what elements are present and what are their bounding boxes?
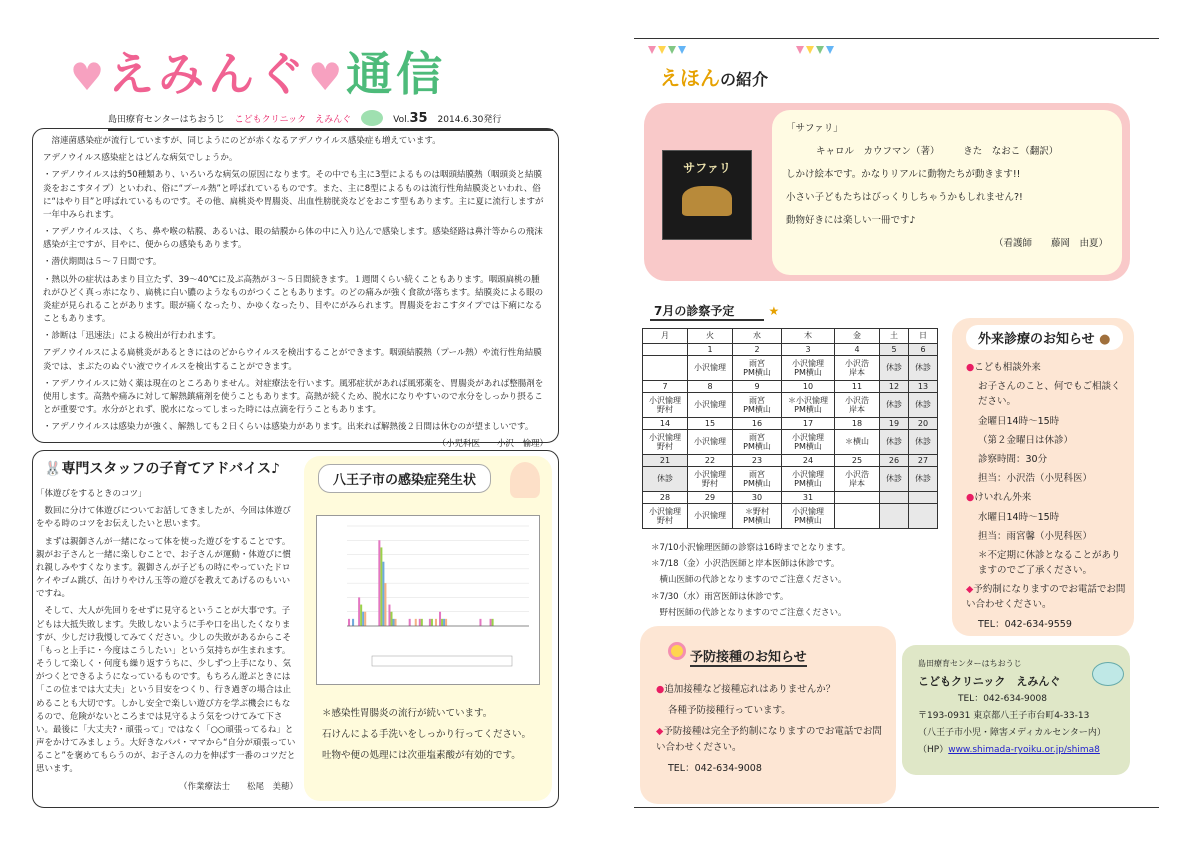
flower-icon xyxy=(668,642,686,660)
bunting-icon xyxy=(826,46,834,54)
calendar-date: 30 xyxy=(733,492,782,504)
calendar-date: 8 xyxy=(688,381,733,393)
info-text: 診察時間：30分 xyxy=(978,453,1048,465)
calendar-event: 休診 xyxy=(643,467,688,492)
calendar-event: 休診 xyxy=(880,467,909,492)
article-paragraph: ・アデノウイルスは、くち、鼻や喉の粘膜、あるいは、眼の結膜から体の中に入り込んで感染します。感染経路は鼻汁等からの飛沫感染が主ですが、目やに、便からの感染もあります。 xyxy=(43,227,543,251)
info-line xyxy=(966,433,1126,448)
infection-note: ＊感染性胃腸炎の流行が続いています。 xyxy=(322,708,493,719)
calendar-event: 小沢浩 岸本 xyxy=(835,467,880,492)
calendar-note: ＊7/18（金）小沢浩医師と岸本医師は休診です。 xyxy=(651,559,840,570)
calendar-date: 31 xyxy=(782,492,835,504)
chart-bar xyxy=(431,619,433,626)
calendar-event: 小沢浩 岸本 xyxy=(835,393,880,418)
calendar-event: 休診 xyxy=(880,393,909,418)
info-line xyxy=(966,582,1126,612)
calendar-notes xyxy=(651,542,941,623)
calendar-date: 5 xyxy=(880,344,909,356)
day-header: 金 xyxy=(835,329,880,344)
vaccine-title: 予防接種のお知らせ xyxy=(690,646,807,667)
bunting-icon xyxy=(678,46,686,54)
chart-bar xyxy=(360,605,362,626)
review-line: 動物好きには楽しい一冊です♪ xyxy=(786,215,916,226)
calendar-date: 14 xyxy=(643,418,688,430)
chart-bar xyxy=(415,619,417,626)
chart-bar xyxy=(378,540,380,626)
calendar-date: 28 xyxy=(643,492,688,504)
chart-bar xyxy=(445,619,447,626)
info-line xyxy=(966,617,1126,632)
chart-bar xyxy=(382,562,384,626)
calendar-event: 雨宮 PM横山 xyxy=(733,467,782,492)
clinic-url-link[interactable]: www.shimada-ryoiku.or.jp/shima8 xyxy=(948,745,1100,756)
calendar-event: 小沢愉理 xyxy=(688,504,733,529)
frog-icon xyxy=(361,110,383,126)
calendar-event: 雨宮 PM横山 xyxy=(733,393,782,418)
tanabata-icon: ★ xyxy=(768,304,780,318)
info-text: TEL：042-634-9559 xyxy=(978,618,1072,630)
outpatient-title: 外来診療のお知らせ ● xyxy=(966,325,1123,350)
calendar-date xyxy=(835,492,880,504)
info-line xyxy=(656,761,891,776)
chart-bar xyxy=(490,619,492,626)
infection-notes xyxy=(322,706,548,770)
calendar-date: 10 xyxy=(782,381,835,393)
book-title: 「サファリ」 xyxy=(786,123,843,134)
calendar-date: 4 xyxy=(835,344,880,356)
bunting-icon xyxy=(648,46,656,54)
calendar-date: 21 xyxy=(643,455,688,467)
calendar-event xyxy=(880,504,909,529)
info-text: お子さんのこと、何でもご相談ください。 xyxy=(978,381,1121,408)
calendar-event: ＊横山 xyxy=(835,430,880,455)
clinic-building: （八王子市小児・障害メディカルセンター内） xyxy=(918,728,1106,739)
calendar-event: 小沢愉理 野村 xyxy=(643,504,688,529)
bunting-icon xyxy=(816,46,824,54)
calendar-note: 野村医師の代診となりますのでご注意ください。 xyxy=(651,607,847,618)
article-signature: （小児科医 小沢 愉理） xyxy=(437,439,548,450)
staff-advice-body xyxy=(36,488,298,798)
calendar-event: 雨宮 PM横山 xyxy=(733,430,782,455)
heart-icon: ♥ xyxy=(308,55,347,99)
chart-bar xyxy=(492,619,494,626)
staff-advice-title: 🐰専門スタッフの子育てアドバイス♪ xyxy=(44,461,280,477)
chart-bar xyxy=(352,619,354,626)
info-text: 水曜日14時～15時 xyxy=(978,511,1060,523)
book-cover-title: サファリ xyxy=(683,161,731,175)
calendar-date: 18 xyxy=(835,418,880,430)
bullet-icon: ● xyxy=(966,492,975,504)
giraffe-icon xyxy=(682,186,732,216)
info-text: 担当：雨宮馨（小児科医） xyxy=(978,530,1093,542)
bunting-icon xyxy=(668,46,676,54)
calendar-event: 休診 xyxy=(880,356,909,381)
chart-bar xyxy=(421,619,423,626)
adenovirus-article xyxy=(32,128,559,450)
chart-bar xyxy=(358,597,360,626)
calendar-date xyxy=(643,344,688,356)
day-header: 土 xyxy=(880,329,909,344)
info-text: こども相談外来 xyxy=(974,362,1041,373)
info-text: 担当：小沢浩（小児科医） xyxy=(978,473,1093,485)
chart-bar xyxy=(393,619,395,626)
newsletter-title xyxy=(70,38,446,104)
info-line xyxy=(966,471,1126,486)
info-line xyxy=(656,724,891,754)
calendar-title: 7月の診察予定 ★ xyxy=(650,302,779,319)
calendar-note: 横山医師の代診となりますのでご注意ください。 xyxy=(651,575,847,586)
calendar-date: 3 xyxy=(782,344,835,356)
calendar-event xyxy=(643,356,688,381)
clinic-hp: （HP）www.shimada-ryoiku.or.jp/shima8 xyxy=(918,745,1100,756)
clinic-tel: TEL：042-634-9008 xyxy=(958,694,1047,705)
calendar-date: 7 xyxy=(643,381,688,393)
calendar-date xyxy=(909,492,938,504)
info-line xyxy=(966,548,1126,578)
bullet-icon: ● xyxy=(656,684,665,695)
top-rule xyxy=(634,38,1159,39)
info-line xyxy=(966,452,1126,467)
info-text: 予防接種は完全予約制になりますのでお電話でお問い合わせください。 xyxy=(656,726,882,753)
clinic-address: 〒193-0931 東京都八王子市台町4-33-13 xyxy=(918,711,1090,722)
day-header: 水 xyxy=(733,329,782,344)
ehon-review xyxy=(772,110,1122,275)
bunting-icon xyxy=(806,46,814,54)
calendar-date: 27 xyxy=(909,455,938,467)
info-line xyxy=(966,379,1126,409)
calendar-date: 11 xyxy=(835,381,880,393)
staff-paragraph: まずは親御さんが一緒になって体を使った遊びをすることです。親がお子さんと一緒に楽しむことで、お子さんが運動・体遊びに慣れ親しみやすくなります。親御さんが子どもの時にやっていたドロケイやゴム跳び、缶けりやけん玉等の遊びを教えてあげるのもいいですね。 xyxy=(36,536,291,600)
title-part1: えみんぐ xyxy=(108,47,309,101)
calendar-date: 15 xyxy=(688,418,733,430)
calendar-date: 6 xyxy=(909,344,938,356)
info-text: 追加接種など接種忘れはありませんか？ xyxy=(664,684,836,695)
calendar-event: 休診 xyxy=(909,393,938,418)
calendar-event xyxy=(909,504,938,529)
info-line xyxy=(656,682,891,697)
info-text: ＊不定期に休診となることがありますのでご了承ください。 xyxy=(978,549,1121,577)
calendar-date: 23 xyxy=(733,455,782,467)
review-line: しかけ絵本です。かなりリアルに動物たちが動きます!! xyxy=(786,169,1021,180)
issue-date: 2014.6.30発行 xyxy=(437,114,502,125)
nurse-icon xyxy=(510,462,540,498)
chart-bar xyxy=(380,547,382,626)
schedule-calendar xyxy=(642,328,938,529)
clinic-name: こどもクリニック えみんぐ xyxy=(234,114,352,125)
hedgehog-icon: ● xyxy=(1099,332,1111,347)
calendar-event: 小沢愉理 xyxy=(688,430,733,455)
chart-bar xyxy=(429,619,431,626)
calendar-note: ＊7/30（水）雨宮医師は休診です。 xyxy=(651,591,789,602)
ehon-title: えほんの紹介 xyxy=(660,66,769,90)
article-paragraph: ・潜伏期間は５〜７日間です。 xyxy=(43,257,162,268)
calendar-date: 29 xyxy=(688,492,733,504)
calendar-event: 休診 xyxy=(909,356,938,381)
article-paragraph: アデノウイルス感染症とはどんな病気でしょうか。 xyxy=(43,153,238,164)
calendar-event: 小沢愉理 PM横山 xyxy=(782,356,835,381)
chart-bar xyxy=(395,619,397,626)
calendar-event: 小沢愉理 野村 xyxy=(643,430,688,455)
calendar-date: 24 xyxy=(782,455,835,467)
bullet-icon: ◆ xyxy=(966,584,974,596)
bullet-icon: ● xyxy=(966,362,975,373)
article-paragraph: ・熱以外の症状はあまり目立たず、39〜40℃に及ぶ高熱が３〜５日間続きます。１週間くらい続くこともあります。咽頭扁桃の腫れがひどく真っ赤になり、扁桃に白い膿のようなものがつくこともあります。のどの痛みが強く食欲が落ちます。結膜炎による眼の炎症が見られることがあります。眼が痛くなったり、かゆくなったり、目やにがみられます。胃腸炎をおこすタイプでは下痢になることもあります。 xyxy=(43,274,544,325)
bullet-icon: ◆ xyxy=(656,726,664,738)
chart-bar xyxy=(384,583,386,626)
chart-bar xyxy=(348,619,350,626)
day-header: 火 xyxy=(688,329,733,344)
article-paragraph: ・診断は「迅速法」による検出が行われます。 xyxy=(43,331,221,342)
volume: Vol.35 xyxy=(393,110,428,126)
info-text: 各種予防接種行っています。 xyxy=(668,705,791,717)
calendar-event: 小沢愉理 野村 xyxy=(688,467,733,492)
staff-paragraph: 「体遊びをするときのコツ」 xyxy=(36,489,147,499)
outpatient-body xyxy=(966,360,1126,636)
org-name: 島田療育センターはちおうじ xyxy=(108,114,225,125)
clinic-org: 島田療育センターはちおうじ xyxy=(918,659,1022,668)
chart-bar xyxy=(435,619,437,626)
clinic-name: こどもクリニック えみんぐ xyxy=(918,675,1061,689)
chart-bar xyxy=(479,619,481,626)
frog-mascot-icon xyxy=(1092,662,1124,686)
book-cover-image xyxy=(662,150,752,240)
info-line xyxy=(966,490,1126,505)
info-text: TEL：042-634-9008 xyxy=(668,762,762,774)
calendar-event: 小沢愉理 xyxy=(688,356,733,381)
day-header: 日 xyxy=(909,329,938,344)
info-line xyxy=(966,529,1126,544)
calendar-date: 12 xyxy=(880,381,909,393)
calendar-event: 小沢浩 岸本 xyxy=(835,356,880,381)
chart-bar xyxy=(443,619,445,626)
calendar-date: 1 xyxy=(688,344,733,356)
rabbit-icon: 🐰 xyxy=(44,461,62,477)
calendar-date: 25 xyxy=(835,455,880,467)
staff-paragraph: そして、大人が先回りをせずに見守るということが大事です。子どもは大抵失敗します。失敗しないように手や口を出したくなりますが、少しだけ我慢してみてください。少しの失敗があるからこそ「もっと上手に・今度はこうしたい」という気持ちが生まれます。そうして楽しく・何度も繰り返すうちに、少しずつ上手になり、気がつくとできるようになっているものです。もちろん遊ぶときには「この位までは大丈夫」という目安をつくり、行き過ぎの場合は止めることも大切です。しかし安全で楽しい遊び方を学ぶ機会にもなるので、危険がないところまでは見守るよう気をつけてみて下さい。最後に「大丈夫?・頑張って」ではなく「○○頑張ってるね」と声をかけてみましょう。大好きなパパ・ママから“自分が頑張っていること”を褒めてもらうのが、お子さんの力を伸ばす一番のコツだと思います。 xyxy=(36,606,296,775)
calendar-event: ＊小沢愉理 PM横山 xyxy=(782,393,835,418)
calendar-date: 9 xyxy=(733,381,782,393)
calendar-event: 小沢愉理 xyxy=(688,393,733,418)
chart-bar xyxy=(362,612,364,626)
info-line xyxy=(966,414,1126,429)
info-text: 金曜日14時～15時 xyxy=(978,415,1060,427)
bunting-icon xyxy=(796,46,804,54)
calendar-event: 小沢愉理 PM横山 xyxy=(782,467,835,492)
infection-note: 吐物や便の処理には次亜塩素酸が有効的です。 xyxy=(322,750,521,762)
calendar-date: 26 xyxy=(880,455,909,467)
info-line xyxy=(966,360,1126,375)
chart-bar xyxy=(441,619,443,626)
chart-svg xyxy=(317,516,539,684)
chart-bar xyxy=(439,612,441,626)
calendar-event: 小沢愉理 PM横山 xyxy=(782,430,835,455)
infection-title: 八王子市の感染症発生状 xyxy=(318,464,491,493)
day-header: 月 xyxy=(643,329,688,344)
info-text: けいれん外来 xyxy=(974,492,1032,504)
vaccine-body xyxy=(656,682,891,782)
calendar-event: 休診 xyxy=(909,430,938,455)
review-line: 小さい子どもたちはびっくりしちゃうかもしれません?! xyxy=(786,192,1023,203)
info-line xyxy=(966,510,1126,525)
calendar-date: 19 xyxy=(880,418,909,430)
staff-signature: （作業療法士 松尾 美穂） xyxy=(178,781,298,792)
calendar-date: 17 xyxy=(782,418,835,430)
info-line xyxy=(656,703,891,718)
article-paragraph: ・アデノウイルスは感染力が強く、解熱しても２日くらいは感染力があります。出来れば解熱後２日間は休むのが望ましいです。 xyxy=(43,422,534,433)
infection-chart xyxy=(316,515,540,685)
calendar-date: 20 xyxy=(909,418,938,430)
calendar-event xyxy=(835,504,880,529)
calendar-date xyxy=(880,492,909,504)
book-author: キャロル カウフマン（著） きた なおこ（翻訳） xyxy=(816,146,1059,157)
day-header: 木 xyxy=(782,329,835,344)
bunting-icon xyxy=(658,46,666,54)
infection-note: 石けんによる手洗いをしっかり行ってください。 xyxy=(322,729,532,741)
calendar-event: 休診 xyxy=(909,467,938,492)
chart-bar xyxy=(390,612,392,626)
article-paragraph: 溶連菌感染症が流行していますが、同じようにのどが赤くなるアデノウイルス感染症も増えています。 xyxy=(51,136,441,146)
info-text: 予約制になりますのでお電話でお問い合わせください。 xyxy=(966,584,1126,611)
title-part2: 通信 xyxy=(346,47,447,101)
calendar-event: 小沢愉理 PM横山 xyxy=(782,504,835,529)
calendar-date: 22 xyxy=(688,455,733,467)
calendar-date: 2 xyxy=(733,344,782,356)
staff-paragraph: 数回に分けて体遊びについてお話してきましたが、今回は体遊びをやる時のコツをお伝えしたいと思います。 xyxy=(36,506,291,530)
review-signature: （看護師 藤岡 由夏） xyxy=(993,238,1108,249)
calendar-note: ＊7/10小沢愉理医師の診察は16時までとなります。 xyxy=(651,543,851,553)
article-paragraph: ・アデノウイルスは約50種類あり、いろいろな病気の原因になります。その中でも主に3型によるものは咽頭結膜熱（咽頭炎と結膜炎をおこすタイプ）といわれ、俗に“プール熱”と呼ばれているものです。また、主に8型によるものは流行性角結膜炎といわれ、俗に“はやり目”と呼ばれているものです。その他、扁桃炎や胃腸炎、出血性膀胱炎などをおこす型もあります。主に夏に流行しますが一年中みられます。 xyxy=(43,170,544,220)
calendar-event: 雨宮 PM横山 xyxy=(733,356,782,381)
chart-bar xyxy=(364,612,366,626)
article-paragraph: アデノウイルスによる扁桃炎があるときにはのどからウイルスを検出することができます。咽頭結膜熱（プール熱）や流行性角結膜炎では、まぶたのぬぐい液でウイルスを検出することができます。 xyxy=(43,348,542,372)
calendar-date: 13 xyxy=(909,381,938,393)
info-text: （第２金曜日は休診） xyxy=(978,434,1074,446)
chart-legend xyxy=(372,656,512,666)
bottom-rule xyxy=(634,807,1159,808)
chart-bar xyxy=(409,619,411,626)
chart-bar xyxy=(419,619,421,626)
calendar-date: 16 xyxy=(733,418,782,430)
calendar-event: 休診 xyxy=(880,430,909,455)
heart-icon: ♥ xyxy=(70,55,109,99)
article-paragraph: ・アデノウイルスに効く薬は現在のところありません。対症療法を行います。風邪症状があれば風邪薬を、胃腸炎があれば整腸剤を使用します。高熱や痛みに対して解熱鎮痛剤を使うこともあります。高熱が続くため、脱水になりやすいので水分をしっかり摂ることが重要です。水分がとれず、脱水になってしまった時には点滴を行うこともあります。 xyxy=(43,378,544,416)
chart-bar xyxy=(388,605,390,626)
calendar-event: 小沢愉理 野村 xyxy=(643,393,688,418)
calendar-event: ＊野村 PM横山 xyxy=(733,504,782,529)
